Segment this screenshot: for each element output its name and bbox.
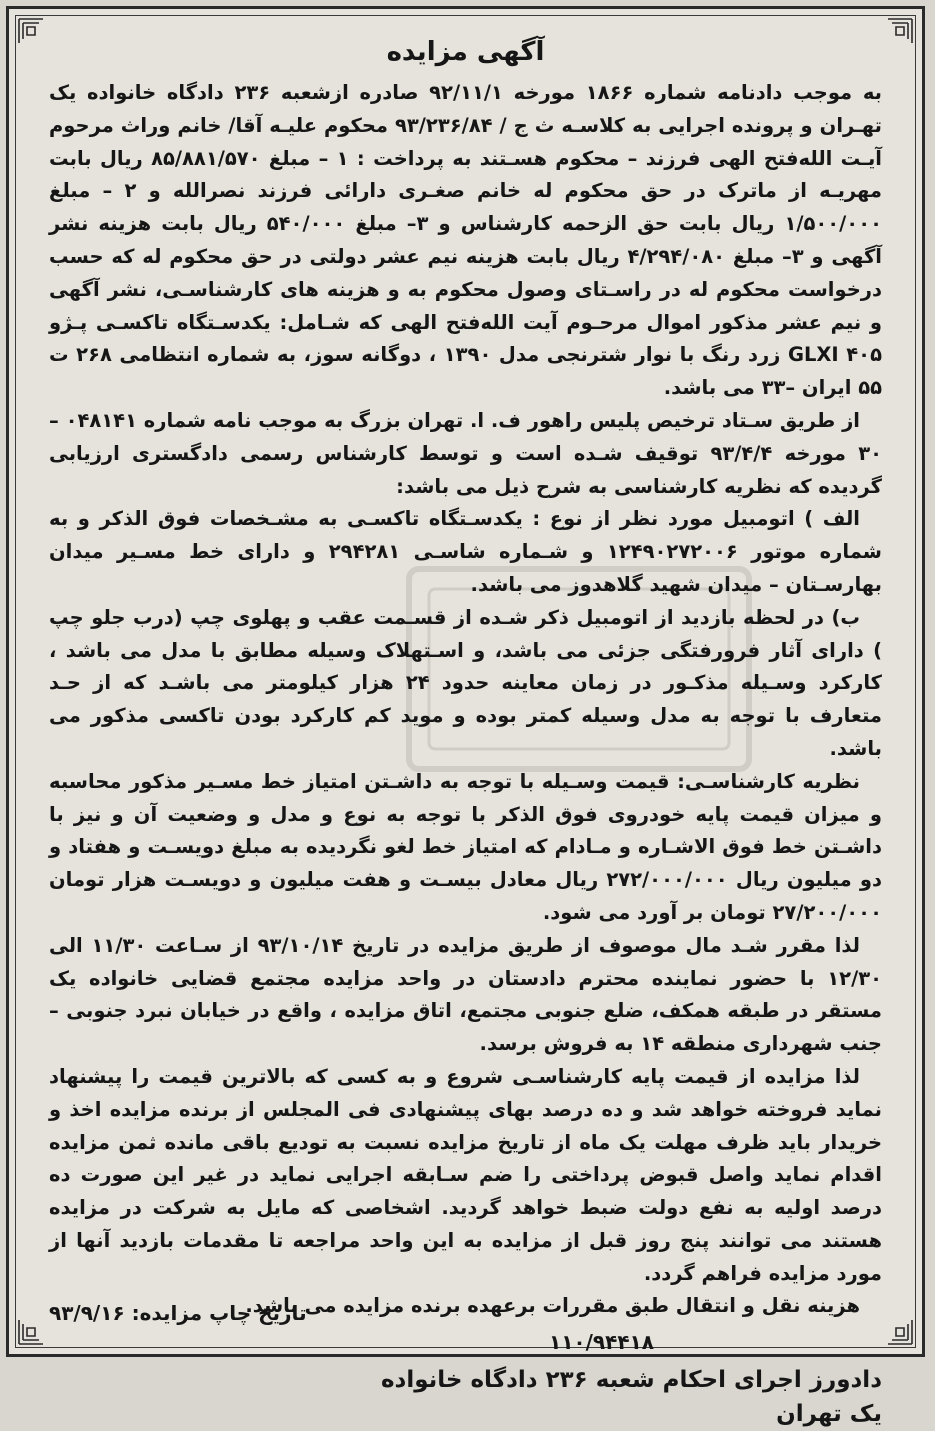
- signature-line-1: دادورز اجرای احکام شعبه ۲۳۶ دادگاه خانواده: [380, 1367, 882, 1394]
- paragraph-seizure: از طریق سـتاد ترخیص پلیس راهور ف. ا. تهران بزرگ به موجب نامه شماره ۰۴۸۱۴۱ – ۳۰ مورخه ۹۳/۴/۴ توقیف شـده است و توسط کارشناس رسمی دادگستری ارزیابی گردیده که نظریه کارشناسی به شرح ذیل می باشد:: [49, 408, 883, 498]
- print-date-label: تاریخ چاپ مزایده:: [131, 1301, 307, 1325]
- paragraph-auction-terms: لذا مزایده از قیمت پایه کارشناسـی شروع و به کسی که بالاترین قیمت را پیشنهاد نماید فروخته خواهد شد و ده درصد بهای پیشنهادی فی المجلس از برنده مزایده اخذ و خریدار باید ظرف مهلت یک ماه از تاریخ مزایده نسبت به تودیع باقی مانده ثمن مزایده اقدام نماید واصل قبوض پرداختی را ضم سـابقه اجرایی نماید در غیر این صورت ده درصد اولیه به نفع دولت ضبط خواهد گردید. اشخاصی که مایل به شرکت در مزایده هستند می توانند پنج روز قبل از مزایده به این واحد مراجعه تا مقدمات بازدید آنها از مورد مزایده فراهم گردد.: [49, 1064, 882, 1285]
- notice-title: آگهی مزایده: [386, 37, 545, 67]
- notice-frame: [6, 6, 925, 1428]
- paragraph-expert-opinion: نظریه کارشناسـی: قیمت وسـیله با توجه به داشـتن امتیاز خط مسـیر مذکور محاسبه و میزان قیمت پایه خودروی فوق الذکر با توجه به نوع و مدل و وضعیت آن و نیز با داشـتن خط فوق الاشـاره و مـادام که امتیاز خط لغو نگردیده به مبلغ دویسـت و هفتاد و دو میلیون ریال ۲۷۲/۰۰۰/۰۰۰ ریال معادل بیسـت و هفت میلیون و دویسـت هزار تومان ۲۷/۲۰۰/۰۰۰ تومان بر آورد می شود.: [49, 769, 882, 924]
- corner-ornament-bottom-left: [17, 1318, 45, 1346]
- paragraph-vehicle-spec: الف ) اتومبیل مورد نظر از نوع : یکدسـتگاه تاکسـی به مشـخصات فوق الذکر و به شماره موتور ۱۲۴۹۰۲۷۲۰۰۶ و شـماره شاسـی ۲۹۴۲۸۱ و دارای خط مسـیر میدان بهارسـتان – میدان شهید گلاهدوز می باشد.: [49, 507, 882, 596]
- notice-content: [49, 35, 883, 1428]
- signature-block: [49, 1363, 882, 1431]
- signature-line-2: یک تهران: [776, 1401, 882, 1428]
- paragraph-inspection: ب) در لحظه بازدید از اتومبیل ذکر شـده از قسـمت عقب و پهلوی چپ (درب جلو چپ ) دارای آثار فرورفتگی جزئی می باشد، و اسـتهلاک وسیله مطابق با مدل می باشد ، کارکرد وسـیله مذکـور در زمان معاینه حدود ۲۴ هزار کیلومتر می باشـد که از حـد متعارف با توجه به مدل وسیله کمتر بوده و موید کم کارکرد بودن تاکسی مذکور می باشد.: [49, 605, 882, 760]
- paragraph-transfer-cost: هزینه نقل و انتقال طبق مقررات برعهده برنده مزایده می باشد.: [245, 1294, 860, 1318]
- corner-ornament-bottom-right: [886, 1318, 914, 1346]
- reference-number: ۱۱۰/۹۴۴۱۸: [549, 1330, 654, 1355]
- print-date-block: [49, 1298, 307, 1328]
- corner-ornament-top-right: [886, 17, 914, 45]
- corner-ornament-top-left: [17, 17, 45, 45]
- paragraph-auction-time: لذا مقرر شـد مال موصوف از طریق مزایده در تاریخ ۹۳/۱۰/۱۴ از سـاعت ۱۱/۳۰ الی ۱۲/۳۰ با حضور نماینده محترم دادستان در واحد مزایده مجتمع قضایی خانواده یک مستقر در طبقه همکف، ضلع جنوبی مجتمع، اتاق مزایده ، واقع در خیابان نبرد جنوبی – جنب شهرداری منطقه ۱۴ به فروش برسد.: [49, 933, 882, 1056]
- paragraph-judgment: به موجب دادنامه شماره ۱۸۶۶ مورخه ۹۲/۱۱/۱ صادره ازشعبه ۲۳۶ دادگاه خانواده یک تهـران و پرونده اجرایی به کلاسـه ث ج / ۹۳/۲۳۶/۸۴ محکوم علیـه آقا/ خانم وراث مرحوم آیـت الله‌فتح الهی فرزند – محکوم هسـتند به پرداخت : ۱ – مبلغ ۸۵/۸۸۱/۵۷۰ ریال بابت مهریـه از ماترک در حق محکوم له خانم صغـری دارائی فرزند نصرالله و ۲ – مبلغ ۱/۵۰۰/۰۰۰ ریال بابت حق الزحمه کارشناس و ۳– مبلغ ۵۴۰/۰۰۰ ریال بابت هزینه نشر آگهی و ۳– مبلغ ۴/۲۹۴/۰۸۰ ریال بابت هزینه نیم عشر دولتی در حق محکوم له که حسب درخواست محکوم له در راسـتای وصول محکوم به و هزینه های کارشناسـی، نشر آگهی و نیم عشر مذکور اموال مرحـوم آیت الله‌فتح الهی که شـامل: یکدسـتگاه تاکسـی پـژو ۴۰۵ GLXI زرد رنگ با نوار شترنجی مدل ۱۳۹۰ ، دوگانه سوز، به شماره انتظامی ۲۶۸ ت ۵۵ ایران –۳۳ می باشد.: [49, 81, 882, 400]
- print-date-value: ۹۳/۹/۱۶: [49, 1301, 125, 1325]
